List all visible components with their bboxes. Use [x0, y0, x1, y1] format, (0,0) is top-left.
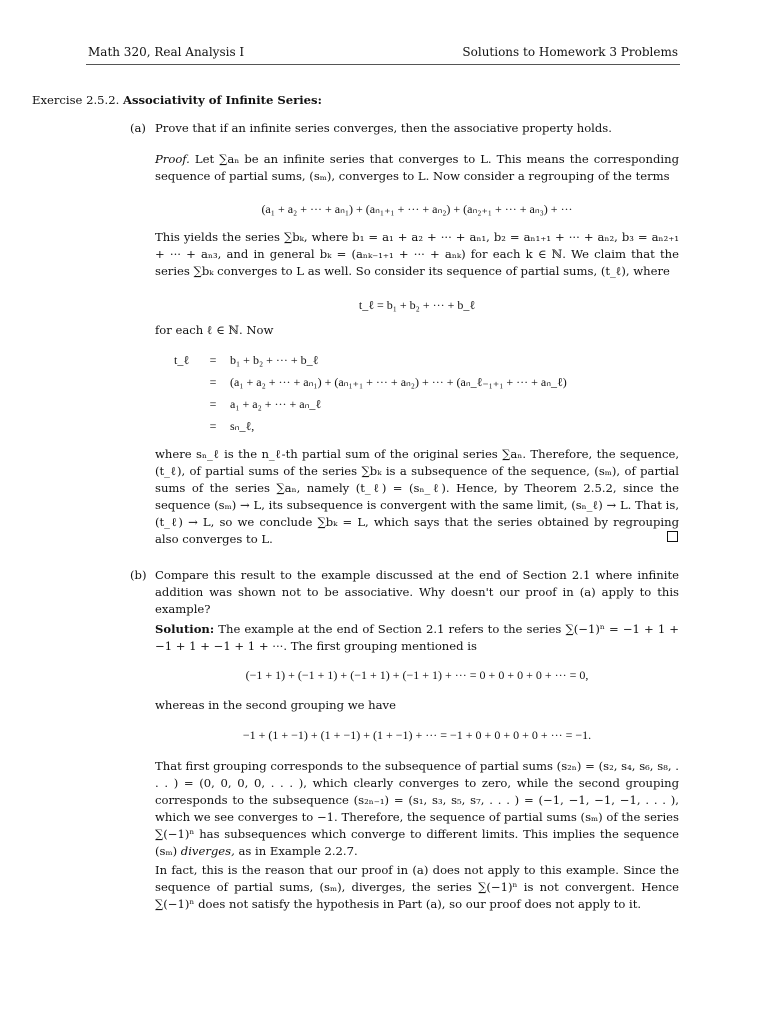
exercise-title: Associativity of Infinite Series:	[122, 93, 322, 107]
part-b-label: (b)	[130, 568, 147, 582]
align-rhs: sₙ_ℓ,	[230, 419, 255, 433]
part-a-question: Prove that if an infinite series converges, then the associative property holds.	[155, 121, 612, 135]
proof-text-1: Let ∑aₙ be an infinite series that converges to L. This means the corresponding sequence of partial sums, (sₘ), converges to L. Now consider a regrouping of the terms	[155, 152, 679, 183]
second-grouping-equation: −1 + (1 + −1) + (1 + −1) + (1 + −1) + ··· = −1 + 0 + 0 + 0 + 0 + ··· = −1.	[242, 728, 592, 742]
first-grouping-equation: (−1 + 1) + (−1 + 1) + (−1 + 1) + (−1 + 1) + ··· = 0 + 0 + 0 + 0 + ··· = 0,	[245, 668, 589, 682]
solution-label: Solution:	[155, 622, 215, 636]
exercise-number: Exercise 2.5.2.	[32, 93, 120, 107]
solution-text-1: The example at the end of Section 2.1 refers to the series ∑(−1)ⁿ = −1 + 1 + −1 + 1 + −1 + 1 + ···. The first grouping mentioned is	[155, 622, 680, 653]
partial-sum-definition: t_ℓ = b₁ + b₂ + ··· + b_ℓ	[358, 298, 476, 312]
solution-text-3a: That first grouping corresponds to the subsequence of partial sums (s₂ₙ) = (s₂, s₄, s₆, s₈, . . . ) = (0, 0, 0, 0, . . . ), which clearly converges to zero, while the second grouping corresponds to the subsequence (s₂ₙ₋₁) = (s₁, s₃, s₅, s₇, . . . ) = (−1, −1, −1, −1, . . . ), which we see converges to −1. Therefore, the sequence of partial sums (sₘ) of the series ∑(−1)ⁿ has subsequences which converge to different limits. This implies the sequence (sₘ)	[155, 759, 679, 858]
align-rhs: (a₁ + a₂ + ··· + aₙ₁) + (aₙ₁₊₁ + ··· + aₙ₂) + ··· + (aₙ_ℓ₋₁₊₁ + ··· + aₙ_ℓ)	[230, 375, 567, 389]
header-course: Math 320, Real Analysis I	[88, 45, 245, 59]
align-op: =	[209, 375, 217, 389]
align-row	[174, 418, 679, 435]
part-b-question: Compare this result to the example discussed at the end of Section 2.1 where infinite addition was shown not to be associative. Why doesn't our proof in (a) apply to this example?	[155, 568, 679, 616]
align-lhs: t_ℓ	[174, 353, 190, 367]
regrouping-equation: (a₁ + a₂ + ··· + aₙ₁) + (aₙ₁₊₁ + ··· + aₙ₂) + (aₙ₂₊₁ + ··· + aₙ₃) + ···	[261, 202, 573, 216]
align-row	[174, 374, 679, 391]
proof-label: Proof.	[155, 152, 190, 166]
header-rule	[86, 64, 680, 65]
part-b-solution-para4: In fact, this is the reason that our proof in (a) does not apply to this example. Since the sequence of partial sums, (sₘ), diverges, the series ∑(−1)ⁿ is not convergent. Hence ∑(−1)ⁿ does not satisfy the hypothesis in Part (a), so our proof does not apply to it.	[155, 863, 679, 911]
exercise-heading	[32, 92, 732, 109]
align-rhs: b₁ + b₂ + ··· + b_ℓ	[230, 353, 319, 367]
solution-text-3b: as in Example 2.2.7.	[238, 844, 358, 858]
part-a-proof-para4: where sₙ_ℓ is the n_ℓ-th partial sum of the original series ∑aₙ. Therefore, the sequence, (t_ℓ), of partial sums of the series ∑bₖ is a subsequence of the sequence, (sₘ), of partial sums of the series ∑aₙ, namely (t_ℓ) = (sₙ_ℓ). Hence, by Theorem 2.5.2, since the sequence (sₘ) → L, its subsequence is convergent with the same limit, (sₙ_ℓ) → L. That is, (t_ℓ) → L, so we conclude ∑bₖ = L, which says that the series obtained by regrouping also converges to L.	[155, 447, 679, 546]
align-row	[174, 352, 679, 369]
qed-box-icon	[667, 531, 678, 542]
align-op: =	[209, 419, 217, 433]
part-b-solution-para2: whereas in the second grouping we have	[155, 698, 396, 712]
part-a-proof-para2: This yields the series ∑bₖ, where b₁ = a₁ + a₂ + ··· + aₙ₁, b₂ = aₙ₁₊₁ + ··· + aₙ₂, b₃ = aₙ₂₊₁ + ··· + aₙ₃, and in general bₖ = (aₙₖ₋₁₊₁ + ··· + aₙₖ) for each k ∈ ℕ. We claim that the series ∑bₖ converges to L as well. So consider its sequence of partial sums, (t_ℓ), where	[155, 230, 679, 278]
part-b-solution-para3	[155, 758, 679, 860]
align-op: =	[209, 397, 217, 411]
part-b-solution-para1	[155, 621, 679, 655]
diverges-emphasis: diverges,	[180, 844, 235, 858]
part-a-label: (a)	[130, 121, 146, 135]
align-rhs: a₁ + a₂ + ··· + aₙ_ℓ	[230, 397, 322, 411]
header-title: Solutions to Homework 3 Problems	[462, 45, 678, 59]
part-a-proof-para3: for each ℓ ∈ ℕ. Now	[155, 323, 274, 337]
align-op: =	[209, 353, 217, 367]
part-a-proof-para1	[155, 151, 679, 185]
align-row	[174, 396, 679, 413]
